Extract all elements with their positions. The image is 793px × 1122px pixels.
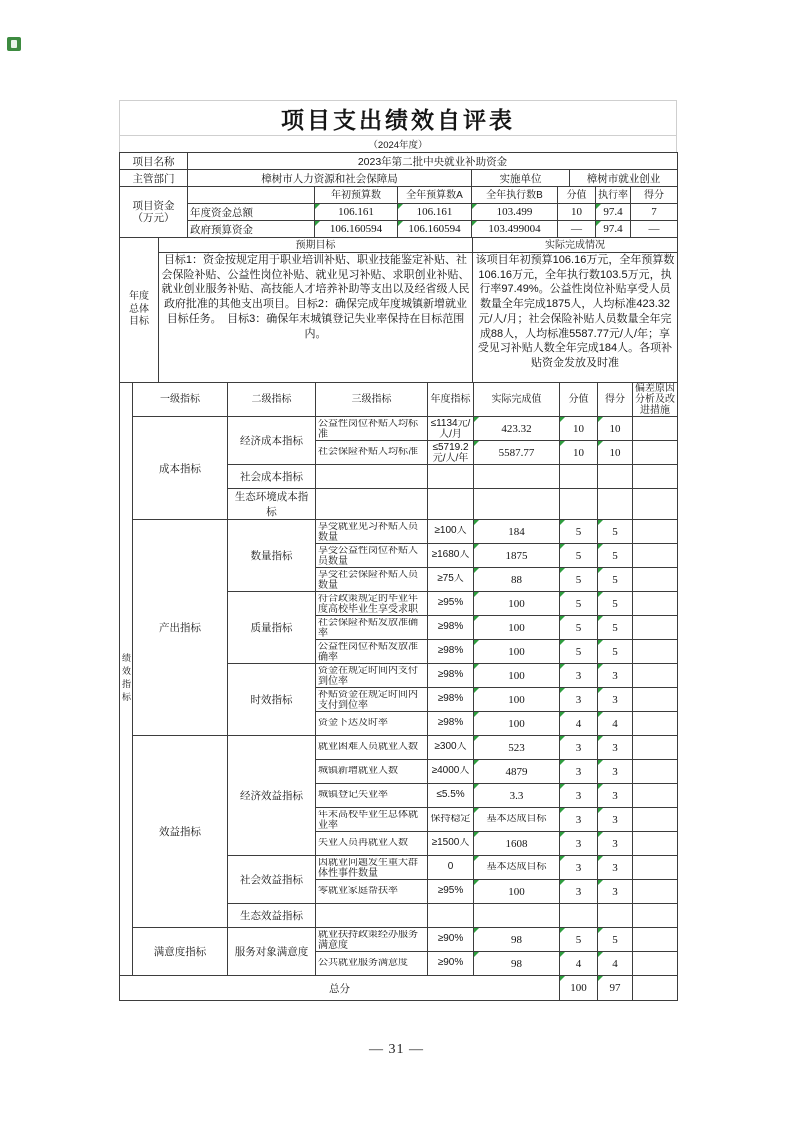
indicator-level3-cell: 符合政策规定的毕业年度高校毕业生享受求职: [316, 592, 428, 616]
funds-empty-cell: [188, 187, 315, 204]
indicator-score-cell: [560, 489, 598, 520]
indicator-score-cell: 10: [560, 417, 598, 441]
title-table: [119, 100, 677, 153]
indicator-target-cell: ≥95%: [428, 880, 474, 904]
indicator-note-cell: [633, 856, 678, 880]
indicator-actual-cell: 1608: [474, 832, 560, 856]
indicator-level3-cell: 资金下达及时率: [316, 712, 428, 736]
indicator-actual-cell: 100: [474, 712, 560, 736]
indicator-level3-cell: 零就业家庭帮扶率: [316, 880, 428, 904]
indicator-level3-cell: 公益性岗位补贴发放准确率: [316, 640, 428, 664]
indicator-actual-cell: [474, 465, 560, 489]
indicator-actual-cell: 98: [474, 952, 560, 976]
indicator-note-cell: [633, 592, 678, 616]
funds-value-cell: 103.499: [472, 204, 558, 221]
indicator-got-cell: [598, 465, 633, 489]
indicator-level2-cell: 生态效益指标: [228, 904, 316, 928]
indicator-score-cell: 3: [560, 856, 598, 880]
funds-row-label-cell: 年度资金总额: [188, 204, 315, 221]
indicator-level2-cell: 生态环境成本指标: [228, 489, 316, 520]
indicator-actual-cell: 5587.77: [474, 441, 560, 465]
indicator-score-cell: 3: [560, 688, 598, 712]
impl-label-cell: 实施单位: [472, 170, 570, 187]
table-row: [120, 253, 678, 383]
indicator-level3-cell: [316, 904, 428, 928]
dept-label-cell: 主管部门: [120, 170, 188, 187]
evaluation-sheet: [119, 100, 677, 1001]
indicator-target-cell: ≥1680人: [428, 544, 474, 568]
indicator-actual-cell: 基本达成目标: [474, 856, 560, 880]
indicator-got-cell: 5: [598, 568, 633, 592]
indicator-actual-cell: 423.32: [474, 417, 560, 441]
indicator-header-cell: 三级指标: [316, 383, 428, 417]
table-row: [120, 136, 677, 153]
indicator-target-cell: 0: [428, 856, 474, 880]
indicator-note-cell: [633, 736, 678, 760]
indicator-level3-cell: 失业人员再就业人数: [316, 832, 428, 856]
indicator-score-cell: 5: [560, 520, 598, 544]
table-row: [120, 170, 678, 187]
dept-value-cell: 樟树市人力资源和社会保障局: [188, 170, 472, 187]
indicator-target-cell: ≤5719.2元/人/年: [428, 441, 474, 465]
indicator-score-cell: 5: [560, 616, 598, 640]
funds-value-cell: 106.160594: [398, 221, 472, 238]
funds-value-cell: —: [558, 221, 596, 238]
indicator-score-cell: 4: [560, 952, 598, 976]
indicator-score-cell: 5: [560, 592, 598, 616]
indicator-level2-cell: 社会成本指标: [228, 465, 316, 489]
indicator-got-cell: 3: [598, 760, 633, 784]
indicator-level3-cell: 享受社会保险补贴人员数量: [316, 568, 428, 592]
table-row: [120, 383, 678, 417]
indicator-note-cell: [633, 520, 678, 544]
indicator-level2-cell: 服务对象满意度: [228, 928, 316, 976]
indicator-score-cell: 10: [560, 441, 598, 465]
indicator-actual-cell: 523: [474, 736, 560, 760]
indicator-header-cell: 年度指标: [428, 383, 474, 417]
indicator-actual-cell: 100: [474, 664, 560, 688]
table-row: [120, 928, 678, 952]
indicator-note-cell: [633, 904, 678, 928]
funds-value-cell: 106.161: [398, 204, 472, 221]
indicator-note-cell: [633, 441, 678, 465]
indicator-level2-cell: 数量指标: [228, 520, 316, 592]
indicator-level1-cell: 满意度指标: [133, 928, 228, 976]
indicator-got-cell: 5: [598, 544, 633, 568]
page-subtitle: （2024年度）: [120, 136, 677, 153]
funds-header-cell: 分值: [558, 187, 596, 204]
indicator-level3-cell: 资金在规定时间内支付到位率: [316, 664, 428, 688]
indicator-target-cell: ≥75人: [428, 568, 474, 592]
indicator-note-cell: [633, 880, 678, 904]
indicator-note-cell: [633, 489, 678, 520]
indicator-got-cell: 5: [598, 616, 633, 640]
indicator-target-cell: 保持稳定: [428, 808, 474, 832]
table-row: [120, 976, 678, 1001]
indicator-note-cell: [633, 928, 678, 952]
indicator-level3-cell: 公益性岗位补贴人均标准: [316, 417, 428, 441]
indicator-got-cell: 4: [598, 952, 633, 976]
indicator-score-cell: 5: [560, 640, 598, 664]
indicator-got-cell: [598, 904, 633, 928]
indicator-target-cell: ≥1500人: [428, 832, 474, 856]
table-row: [120, 736, 678, 760]
indicator-score-cell: [560, 904, 598, 928]
indicator-header-cell: 二级指标: [228, 383, 316, 417]
indicator-level2-cell: 经济效益指标: [228, 736, 316, 856]
indicator-score-cell: 3: [560, 664, 598, 688]
indicator-level3-cell: 城镇登记失业率: [316, 784, 428, 808]
impl-value-cell: 樟树市就业创业: [570, 170, 678, 187]
indicator-header-cell: 得分: [598, 383, 633, 417]
indicator-target-cell: ≥98%: [428, 640, 474, 664]
indicator-level3-cell: 公共就业服务满意度: [316, 952, 428, 976]
funds-header-cell: 得分: [631, 187, 678, 204]
funds-label-cell: 项目资金（万元）: [120, 187, 188, 238]
indicator-score-cell: 5: [560, 928, 598, 952]
indicator-level3-cell: [316, 465, 428, 489]
indicator-target-cell: ≥98%: [428, 616, 474, 640]
indicator-level1-cell: 效益指标: [133, 736, 228, 928]
project-name-value-cell: 2023年第二批中央就业补助资金: [188, 153, 678, 170]
indicators-side-label-cell: 绩效指标: [120, 383, 133, 976]
indicator-score-cell: 3: [560, 832, 598, 856]
indicator-actual-cell: [474, 904, 560, 928]
indicator-actual-cell: 100: [474, 880, 560, 904]
indicator-score-cell: 3: [560, 784, 598, 808]
funds-header-cell: 执行率: [596, 187, 631, 204]
indicator-actual-cell: 100: [474, 688, 560, 712]
indicator-target-cell: ≥95%: [428, 592, 474, 616]
indicators-table: [119, 382, 678, 1001]
indicator-note-cell: [633, 465, 678, 489]
total-score-label-cell: 总分: [120, 976, 560, 1001]
table-row: [120, 238, 678, 253]
actual-result-header-cell: 实际完成情况: [473, 238, 678, 253]
indicator-level3-cell: 享受就业见习补贴人员数量: [316, 520, 428, 544]
indicator-score-cell: 5: [560, 568, 598, 592]
table-row: [120, 520, 678, 544]
indicator-target-cell: [428, 489, 474, 520]
indicator-level3-cell: 享受公益性岗位补贴人员数量: [316, 544, 428, 568]
indicator-target-cell: ≥90%: [428, 928, 474, 952]
indicator-level3-cell: 社会保险补贴发放准确率: [316, 616, 428, 640]
indicator-note-cell: [633, 952, 678, 976]
funds-header-cell: 全年预算数A: [398, 187, 472, 204]
indicator-note-cell: [633, 568, 678, 592]
indicator-actual-cell: 100: [474, 616, 560, 640]
indicator-note-cell: [633, 544, 678, 568]
indicator-level1-cell: 产出指标: [133, 520, 228, 736]
indicator-note-cell: [633, 760, 678, 784]
indicator-note-cell: [633, 664, 678, 688]
green-document-icon: [7, 37, 21, 51]
indicator-actual-cell: 1875: [474, 544, 560, 568]
indicator-target-cell: [428, 465, 474, 489]
indicator-actual-cell: 3.3: [474, 784, 560, 808]
indicator-level3-cell: [316, 489, 428, 520]
funds-value-cell: 103.499004: [472, 221, 558, 238]
project-info-table: [119, 152, 678, 187]
indicator-target-cell: ≥4000人: [428, 760, 474, 784]
indicator-actual-cell: [474, 489, 560, 520]
indicator-note-cell: [633, 616, 678, 640]
indicator-target-cell: ≥98%: [428, 664, 474, 688]
indicator-target-cell: ≤1134元/人/月: [428, 417, 474, 441]
indicator-note-cell: [633, 832, 678, 856]
indicator-got-cell: 3: [598, 664, 633, 688]
indicator-header-cell: 偏差原因分析及改进措施: [633, 383, 678, 417]
indicator-level3-cell: 因就业问题发生重大群体性事件数量: [316, 856, 428, 880]
indicator-level2-cell: 社会效益指标: [228, 856, 316, 904]
funds-value-cell: —: [631, 221, 678, 238]
funds-table: [119, 186, 678, 238]
indicator-got-cell: 5: [598, 592, 633, 616]
indicator-got-cell: 5: [598, 640, 633, 664]
indicator-actual-cell: 基本达成目标: [474, 808, 560, 832]
indicator-got-cell: 10: [598, 417, 633, 441]
table-row: [120, 417, 678, 441]
indicator-score-cell: 3: [560, 808, 598, 832]
indicator-got-cell: 3: [598, 688, 633, 712]
page-title: 项目支出绩效自评表: [120, 101, 677, 136]
indicator-got-cell: [598, 489, 633, 520]
indicator-score-cell: 5: [560, 544, 598, 568]
indicator-score-cell: 4: [560, 712, 598, 736]
funds-value-cell: 106.160594: [315, 221, 398, 238]
indicator-got-cell: 3: [598, 856, 633, 880]
funds-header-cell: 年初预算数: [315, 187, 398, 204]
funds-value-cell: 97.4: [596, 221, 631, 238]
indicator-actual-cell: 88: [474, 568, 560, 592]
expected-goal-header-cell: 预期目标: [159, 238, 473, 253]
funds-value-cell: 97.4: [596, 204, 631, 221]
indicator-target-cell: ≤5.5%: [428, 784, 474, 808]
funds-value-cell: 10: [558, 204, 596, 221]
indicator-header-cell: 实际完成值: [474, 383, 560, 417]
indicator-note-cell: [633, 784, 678, 808]
indicator-level2-cell: 质量指标: [228, 592, 316, 664]
goals-label-cell: 年度总体目标: [120, 238, 159, 383]
indicator-target-cell: ≥300人: [428, 736, 474, 760]
funds-header-cell: 全年执行数B: [472, 187, 558, 204]
indicator-actual-cell: 98: [474, 928, 560, 952]
indicator-target-cell: ≥98%: [428, 688, 474, 712]
indicator-got-cell: 3: [598, 784, 633, 808]
table-row: [120, 153, 678, 170]
table-row: [120, 101, 677, 136]
table-row: [120, 204, 678, 221]
indicator-actual-cell: 100: [474, 640, 560, 664]
funds-value-cell: 106.161: [315, 204, 398, 221]
table-row: [120, 221, 678, 238]
indicator-level2-cell: 经济成本指标: [228, 417, 316, 465]
indicator-actual-cell: 4879: [474, 760, 560, 784]
indicator-level2-cell: 时效指标: [228, 664, 316, 736]
expected-goal-text-cell: 目标1：资金按规定用于职业培训补贴、职业技能鉴定补贴、社会保险补贴、公益性岗位补贴、就业见习补贴、求职创业补贴、就业创业服务补贴、高技能人才培养补助等支出以及经省级人民政府批准的其他支出项目。目标2：确保完成年度城镇新增就业目标任务。 目标3：确保年末城镇登记失业率保持在目标范围内。: [159, 253, 473, 383]
indicator-note-cell: [633, 808, 678, 832]
indicator-target-cell: [428, 904, 474, 928]
indicator-header-cell: 分值: [560, 383, 598, 417]
total-note-cell: [633, 976, 678, 1001]
indicator-got-cell: 4: [598, 712, 633, 736]
indicator-level3-cell: 社会保险补贴人均标准: [316, 441, 428, 465]
indicator-got-cell: 3: [598, 736, 633, 760]
indicator-target-cell: ≥100人: [428, 520, 474, 544]
funds-value-cell: 7: [631, 204, 678, 221]
indicator-note-cell: [633, 712, 678, 736]
indicator-note-cell: [633, 417, 678, 441]
goals-table: [119, 237, 678, 383]
indicator-score-cell: [560, 465, 598, 489]
project-name-label-cell: 项目名称: [120, 153, 188, 170]
indicator-got-cell: 10: [598, 441, 633, 465]
indicator-score-cell: 3: [560, 736, 598, 760]
table-row: [120, 187, 678, 204]
indicator-actual-cell: 184: [474, 520, 560, 544]
indicator-level1-cell: 成本指标: [133, 417, 228, 520]
indicator-got-cell: 5: [598, 520, 633, 544]
indicator-target-cell: ≥90%: [428, 952, 474, 976]
indicator-score-cell: 3: [560, 880, 598, 904]
page-number: — 31 —: [369, 1042, 424, 1057]
indicator-actual-cell: 100: [474, 592, 560, 616]
indicator-got-cell: 3: [598, 832, 633, 856]
funds-row-label-cell: 政府预算资金: [188, 221, 315, 238]
indicator-level3-cell: 就业困难人员就业人数: [316, 736, 428, 760]
indicator-level3-cell: 城镇新增就业人数: [316, 760, 428, 784]
total-got-value-cell: 97: [598, 976, 633, 1001]
total-score-value-cell: 100: [560, 976, 598, 1001]
actual-result-text-cell: 该项目年初预算106.16万元，全年预算数106.16万元，全年执行数103.5万元，执行率97.49%。公益性岗位补贴享受人员数量全年完成1875人，人均标准423.32元/人/月；社会保险补贴人员数量全年完成88人，人均标准5587.77元/人/年；享受见习补贴人数全年完成184人。各项补贴资金发放及时准: [473, 253, 678, 383]
indicator-got-cell: 3: [598, 880, 633, 904]
indicator-header-cell: 一级指标: [133, 383, 228, 417]
indicator-got-cell: 3: [598, 808, 633, 832]
indicator-level3-cell: 就业扶持政策经办服务满意度: [316, 928, 428, 952]
indicator-score-cell: 3: [560, 760, 598, 784]
indicator-note-cell: [633, 640, 678, 664]
indicator-level3-cell: 补贴资金在规定时间内支付到位率: [316, 688, 428, 712]
indicator-target-cell: ≥98%: [428, 712, 474, 736]
indicator-got-cell: 5: [598, 928, 633, 952]
indicator-note-cell: [633, 688, 678, 712]
indicator-level3-cell: 年末高校毕业生总体就业率: [316, 808, 428, 832]
